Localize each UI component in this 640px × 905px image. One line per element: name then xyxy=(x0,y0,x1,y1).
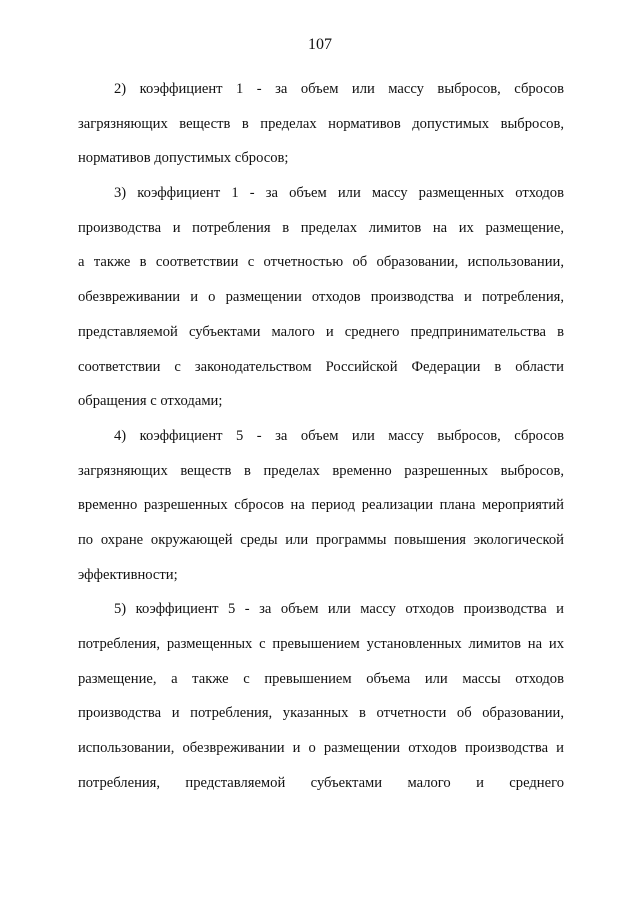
text-line: потребления, размещенных с превышением установленных лимитов на их xyxy=(78,636,564,652)
text-line: загрязняющих веществ в пределах временно разрешенных выбросов, xyxy=(78,462,564,479)
text-line: 5) коэффициент 5 - за объем или массу отходов производства и xyxy=(114,601,564,618)
text-line: нормативов допустимых сбросов; xyxy=(78,150,289,167)
paragraph-3 xyxy=(78,419,564,592)
text-line: временно разрешенных сбросов на период реализации плана мероприятий xyxy=(78,497,564,514)
text-line: 4) коэффициент 5 - за объем или массу выбросов, сбросов xyxy=(114,427,564,444)
text-line: по охране окружающей среды или программы повышения экологической xyxy=(78,531,564,548)
page-number: 107 xyxy=(308,36,332,53)
text-line: 2) коэффициент 1 - за объем или массу выбросов, сбросов xyxy=(114,81,564,97)
paragraph-1 xyxy=(78,72,564,176)
text-line: производства и потребления, указанных в отчетности об образовании, xyxy=(78,705,564,722)
text-line: представляемой субъектами малого и среднего предпринимательства в xyxy=(78,323,564,340)
paragraph-4 xyxy=(78,592,564,800)
text-line: а также в соответствии с отчетностью об образовании, использовании, xyxy=(78,254,564,271)
text-line: размещение, а также с превышением объема или массы отходов xyxy=(78,670,564,687)
text-line: производства и потребления в пределах лимитов на их размещение, xyxy=(78,219,564,236)
document-body xyxy=(78,72,564,800)
text-line: потребления, представляемой субъектами малого и среднего xyxy=(78,774,564,791)
text-line: соответствии с законодательством Российской Федерации в области xyxy=(78,358,564,375)
text-line: обращения с отходами; xyxy=(78,393,223,410)
text-line: обезвреживании и о размещении отходов производства и потребления, xyxy=(78,289,564,306)
text-line: загрязняющих веществ в пределах нормативов допустимых выбросов, xyxy=(78,115,564,132)
text-line: 3) коэффициент 1 - за объем или массу размещенных отходов xyxy=(114,185,564,202)
paragraph-2 xyxy=(78,176,564,419)
text-line: использовании, обезвреживании и о размещении отходов производства и xyxy=(78,740,564,757)
text-line: эффективности; xyxy=(78,566,178,583)
